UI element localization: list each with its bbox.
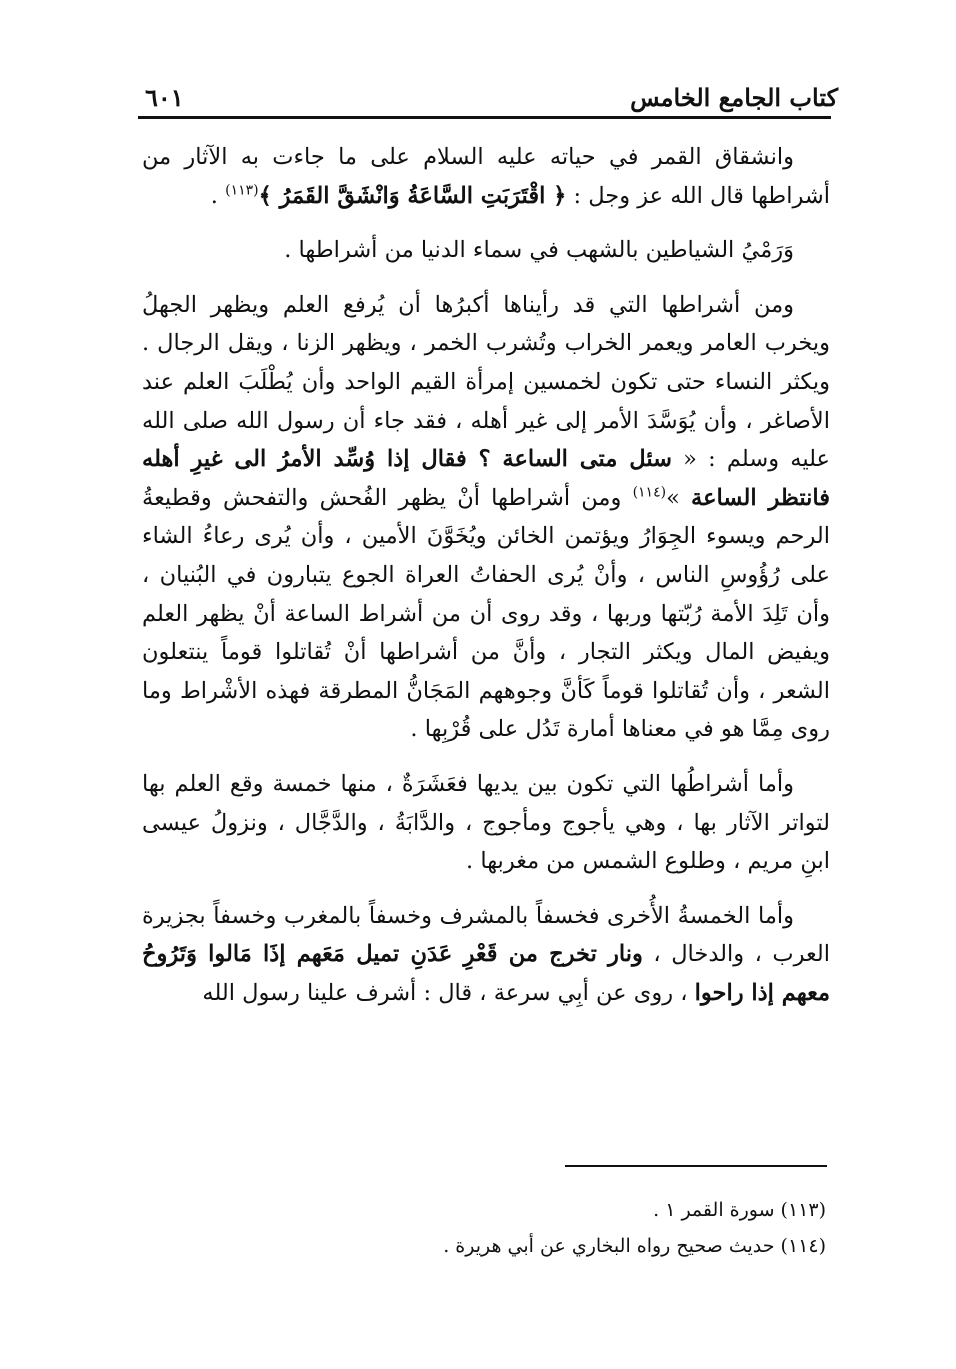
footnote-rule xyxy=(565,1165,827,1167)
paragraph-5-text-a: وأما الخمسةُ الأُخرى فخسفاً بالمشرف وخسفاً بالمغرب وخسفاً بجزيرة العرب ، والدخال ، xyxy=(142,902,830,968)
paragraph-2: وَرَمْيُ الشياطين بالشهب في سماء الدنيا من أشراطها . xyxy=(284,237,794,264)
page-header xyxy=(145,78,838,112)
hadith-close: » xyxy=(666,484,692,511)
footnote-114: (١١٤) حديث صحيح رواه البخاري عن أبي هريرة . xyxy=(443,1235,826,1257)
footnote-ref-114: (١١٤) xyxy=(632,484,667,501)
paragraph-1-text-a: وانشقاق القمر في حياته عليه السلام على ما جاءت به الآثار من أشراطها قال الله عز وجل : xyxy=(142,144,830,209)
hadith-quote: سئل متى الساعة ؟ فقال إذا وُسِّد الأمرُ الى غيرِ أهله فانتظر الساعة xyxy=(142,446,830,511)
paragraph-5-bold: ونار تخرج من قَعْرِ عَدَنِ تميل مَعَهم إذَا مَالوا وَتَرُوحُ معهم إذا راحوا xyxy=(142,941,830,1006)
header-rule xyxy=(138,116,831,119)
paragraph-3-text-b: ومن أشراطها أنْ يظهر الفُحش والتفحش وقطيعةُ الرحم ويسوء الجِوَارُ ويؤتمن الخائن ويُخَوَّنَ الأمين ، وأن يُرى رعاءُ الشاء على رُؤُوسِ الناس ، وأنْ يُرى الحفاتُ العراة الجوع يتبارون في البُنيان ، وأن تَلِدَ الأمة رُبّتها وربها ، وقد روى أن من أشراط الساعة أنْ يظهر العلم ويفيض المال ويكثر التجار ، وأنَّ من أشراطها أنْ تُقاتلوا قوماً ينتعلون الشعر ، وأن تُقاتلوا قوماً كَأنَّ وجوههم المَجَانُّ المطرقة فهذه الأشْراط وما روى مِمَّا هو في معناها أمارة تَدُل على قُرْبِها . xyxy=(142,484,830,743)
running-head: كتاب الجامع الخامس xyxy=(630,83,838,112)
paragraph-5-text-b: ، روى عن أبِي سرعة ، قال : أشرف علينا رسول الله xyxy=(202,979,695,1006)
footnote-113: (١١٣) سورة القمر ١ . xyxy=(653,1199,826,1221)
paragraph-3-text-a: ومن أشراطها التي قد رأيناها أكبرُها أن يُرفع العلم ويظهر الجهلُ ويخرب العامر ويعمر الخراب وتُشرب الخمر ، ويظهر الزنا ، ويقل الرجال . ويكثر النساء حتى تكون لخمسين إمرأة القيم الواحد وأن يُطْلَبَ العلم عند الأصاغر ، وأن يُوَسَّدَ الأمر إلى غير أهله ، فقد جاء أن رسول الله صلى الله عليه وسلم : « xyxy=(142,291,830,473)
page-number: ٦٠١ xyxy=(145,83,184,112)
body-text xyxy=(142,138,830,1028)
paragraph-3 xyxy=(142,286,830,749)
paragraph-1 xyxy=(142,138,830,215)
footnotes xyxy=(300,1192,826,1264)
paragraph-1-text-b: . xyxy=(210,182,226,209)
paragraph-4: وأما أشراطُها التي تكون بين يديها فعَشَرَةٌ ، منها خمسة وقع العلم بها لتواتر الآثار بها ، وهي يأجوج ومأجوج ، والدَّابَةُ ، والدَّجَّال ، ونزولُ عيسى ابنِ مريم ، وطلوع الشمس من مغربها . xyxy=(142,770,830,875)
paragraph-5 xyxy=(142,897,830,1013)
footnote-ref-113: (١١٣) xyxy=(225,182,259,199)
quran-quote: ﴿ اقْتَرَبَتِ السَّاعَةُ وَانْشَقَّ القَمَرُ ﴾ xyxy=(258,182,567,209)
